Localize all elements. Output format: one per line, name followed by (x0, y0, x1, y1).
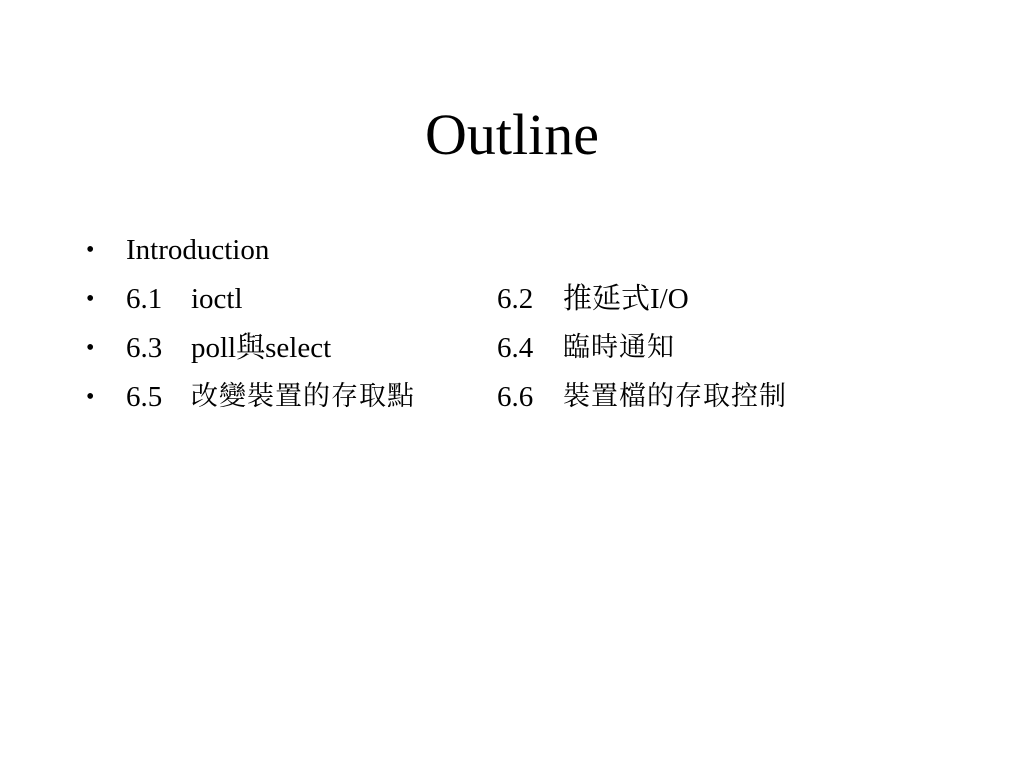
bullet-dot-icon: • (86, 335, 95, 361)
section-number: 6.6 (497, 381, 534, 413)
bullet-text: Introduction (126, 234, 270, 266)
section-title: poll與select (191, 332, 332, 364)
section-title: 臨時通知 (563, 332, 675, 363)
bullet-item-6-1 (86, 277, 986, 326)
bullet-dot-icon: • (86, 286, 95, 312)
bullet-dot-icon: • (86, 237, 95, 263)
bullet-list (86, 228, 986, 424)
section-number: 6.1 (126, 283, 163, 315)
section-title: 推延式I/O (563, 283, 689, 315)
bullet-item-6-5 (86, 375, 986, 424)
bullet-dot-icon: • (86, 384, 95, 410)
section-number: 6.2 (497, 283, 534, 315)
bullet-item-introduction (86, 228, 986, 277)
section-number: 6.4 (497, 332, 534, 364)
section-number: 6.5 (126, 381, 163, 413)
slide-title: Outline (425, 102, 599, 167)
section-title: ioctl (191, 283, 243, 315)
section-title: 改變裝置的存取點 (191, 381, 415, 412)
section-title: 裝置檔的存取控制 (563, 381, 787, 412)
bullet-item-6-3 (86, 326, 986, 375)
section-number: 6.3 (126, 332, 163, 364)
